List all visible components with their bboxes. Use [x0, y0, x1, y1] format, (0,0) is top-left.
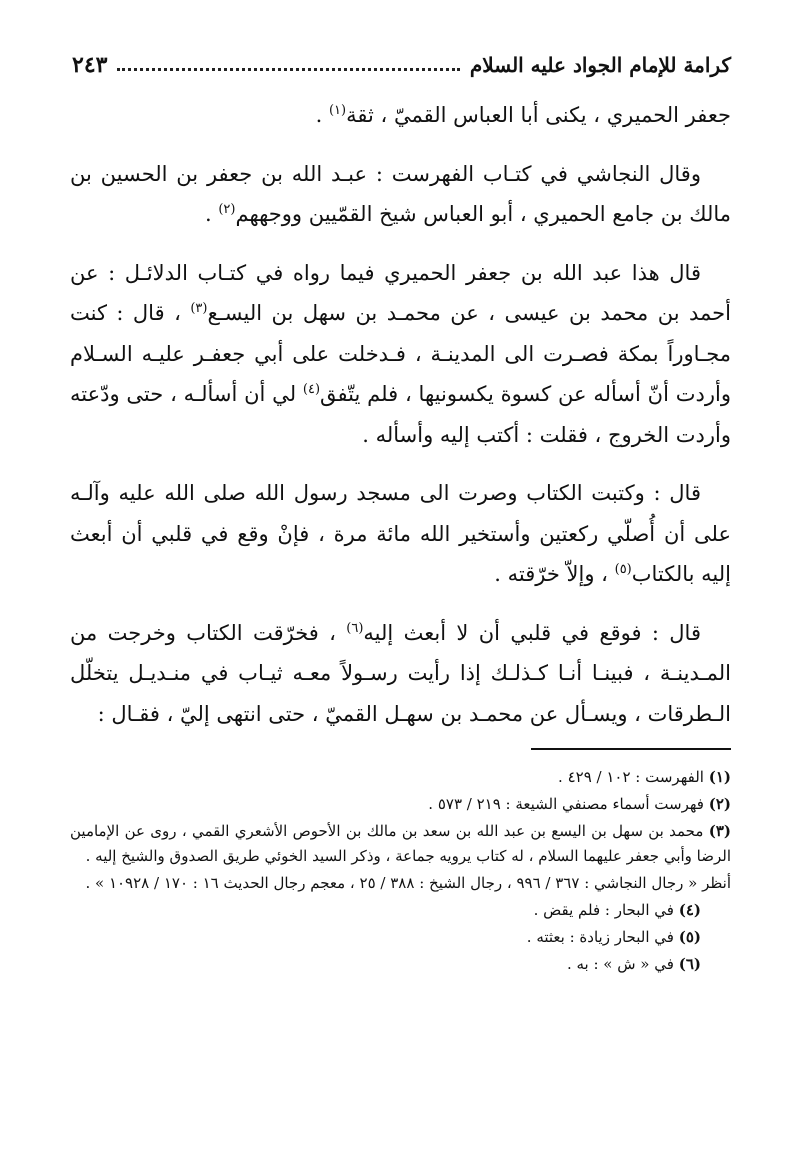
paragraph-4-text-b: ، وإلاّ خرّقته . — [494, 562, 615, 586]
footnote-ref-5[interactable]: (٥) — [614, 562, 632, 577]
paragraph-3 — [70, 253, 731, 456]
paragraph-5-text-b: ، فخرّقت الكتاب وخرجت من المـدينـة ، فبينـا أنـا كـذلـك إذا رأيت رسـولاً معـه ثيـاب في منـديـل يتخلّل الـطرقات ، ويسـأل عن محمـد بن سهـل القميّ ، حتى انتهى إليّ ، فقـال : — [70, 620, 731, 726]
footnote-1-number: (١) — [708, 768, 731, 786]
footnote-5-number: (٥) — [678, 928, 701, 946]
main-text — [70, 95, 731, 752]
paragraph-3-text-c: لي أن أسألـه ، حتى ودّعته وأردت الخروج ، فقلت : أكتب إليه وأسأله . — [70, 382, 731, 447]
paragraph-2-text: وقال النجاشي في كتـاب الفهرست : عبـد الله بن جعفر بن الحسين بن مالك بن جامع الحميري ، أبو العباس شيخ القمّيين ووجههم — [70, 161, 731, 226]
footnote-2-text: فهرست أسماء مصنفي الشيعة : ٢١٩ / ٥٧٣ . — [428, 795, 704, 813]
footnotes — [70, 765, 731, 979]
paragraph-2 — [70, 154, 731, 235]
footnote-3-number: (٣) — [708, 822, 731, 840]
paragraph-4-text-a: قال : وكتبت الكتاب وصرت الى مسجد رسول الله صلى الله عليه وآلـه على أن أُصلّي ركعتين وأستخير الله مائة مرة ، فإنْ وقع في قلبي أن أبعث إليه بالكتاب — [70, 481, 731, 586]
footnote-1 — [70, 765, 731, 790]
footnote-2-number: (٢) — [708, 795, 731, 813]
footnote-4 — [70, 898, 731, 923]
paragraph-5-text-a: قال : فوقع في قلبي أن لا أبعث إليه — [363, 620, 701, 645]
footnote-ref-3[interactable]: (٣) — [190, 301, 208, 316]
footnote-6-number: (٦) — [678, 955, 701, 973]
header-dot-leader — [117, 68, 459, 71]
footnote-6-text: في « ش » : به . — [566, 955, 674, 973]
footnote-5 — [70, 925, 731, 950]
footnote-ref-4[interactable]: (٤) — [302, 382, 321, 397]
paragraph-3-text-a: قال هذا عبد الله بن جعفر الحميري فيما رواه في كتـاب الدلائـل : عن أحمد بن محمد بن عيسى ، عن محمـد بن سهل بن اليسـع — [70, 260, 731, 325]
footnote-3-reference: أنظر « رجال النجاشي : ٣٦٧ / ٩٩٦ ، رجال الشيخ : ٣٨٨ / ٢٥ ، معجم رجال الحديث ١٦ : ١٧٠ / ١٠٩٢٨ » . — [85, 874, 731, 892]
paragraph-1-text: جعفر الحميري ، يكنى أبا العباس القميّ ، ثقة — [346, 103, 731, 127]
footnote-3 — [70, 819, 731, 869]
footnote-4-number: (٤) — [678, 901, 701, 919]
footnote-3-text: محمد بن سهل بن اليسع بن عبد الله بن سعد بن مالك بن الأحوص الأشعري القمي ، روى عن الإمامين الرضا وأبي جعفر عليهما السلام ، له كتاب يرويه جماعة ، وذكر السيد الخوئي طريق الصدوق والشيخ إليه . — [70, 822, 731, 865]
paragraph-2-tail: . — [204, 202, 219, 226]
paragraph-5 — [70, 613, 731, 735]
footnote-ref-6[interactable]: (٦) — [346, 620, 364, 636]
footnote-ref-1[interactable]: (١) — [328, 103, 347, 118]
paragraph-1 — [70, 95, 731, 136]
paragraph-1-tail: . — [315, 103, 329, 127]
footnote-4-text: في البحار : فلم يقض . — [533, 901, 674, 919]
footnote-separator — [531, 748, 731, 750]
paragraph-4 — [70, 473, 731, 595]
footnote-6 — [70, 952, 731, 977]
footnote-2 — [70, 792, 731, 817]
footnote-5-text: في البحار زيادة : بعثته . — [526, 928, 674, 946]
footnote-ref-2[interactable]: (٢) — [218, 202, 236, 217]
footnote-1-text: الفهرست : ١٠٢ / ٤٢٩ . — [558, 768, 704, 786]
running-header — [72, 48, 731, 82]
paragraph-3-text-b: ، قال : كنت مجـاوراً بمكة فصـرت الى المدينـة ، فـدخلت على أبي جعفـر عليـه السـلام وأردت أنّ أسأله عن كسوة يكسونيها ، فلم يتّفق — [70, 301, 731, 406]
header-title: كرامة للإمام الجواد عليه السلام — [469, 53, 731, 77]
page-number: ٢٤٣ — [72, 52, 108, 78]
